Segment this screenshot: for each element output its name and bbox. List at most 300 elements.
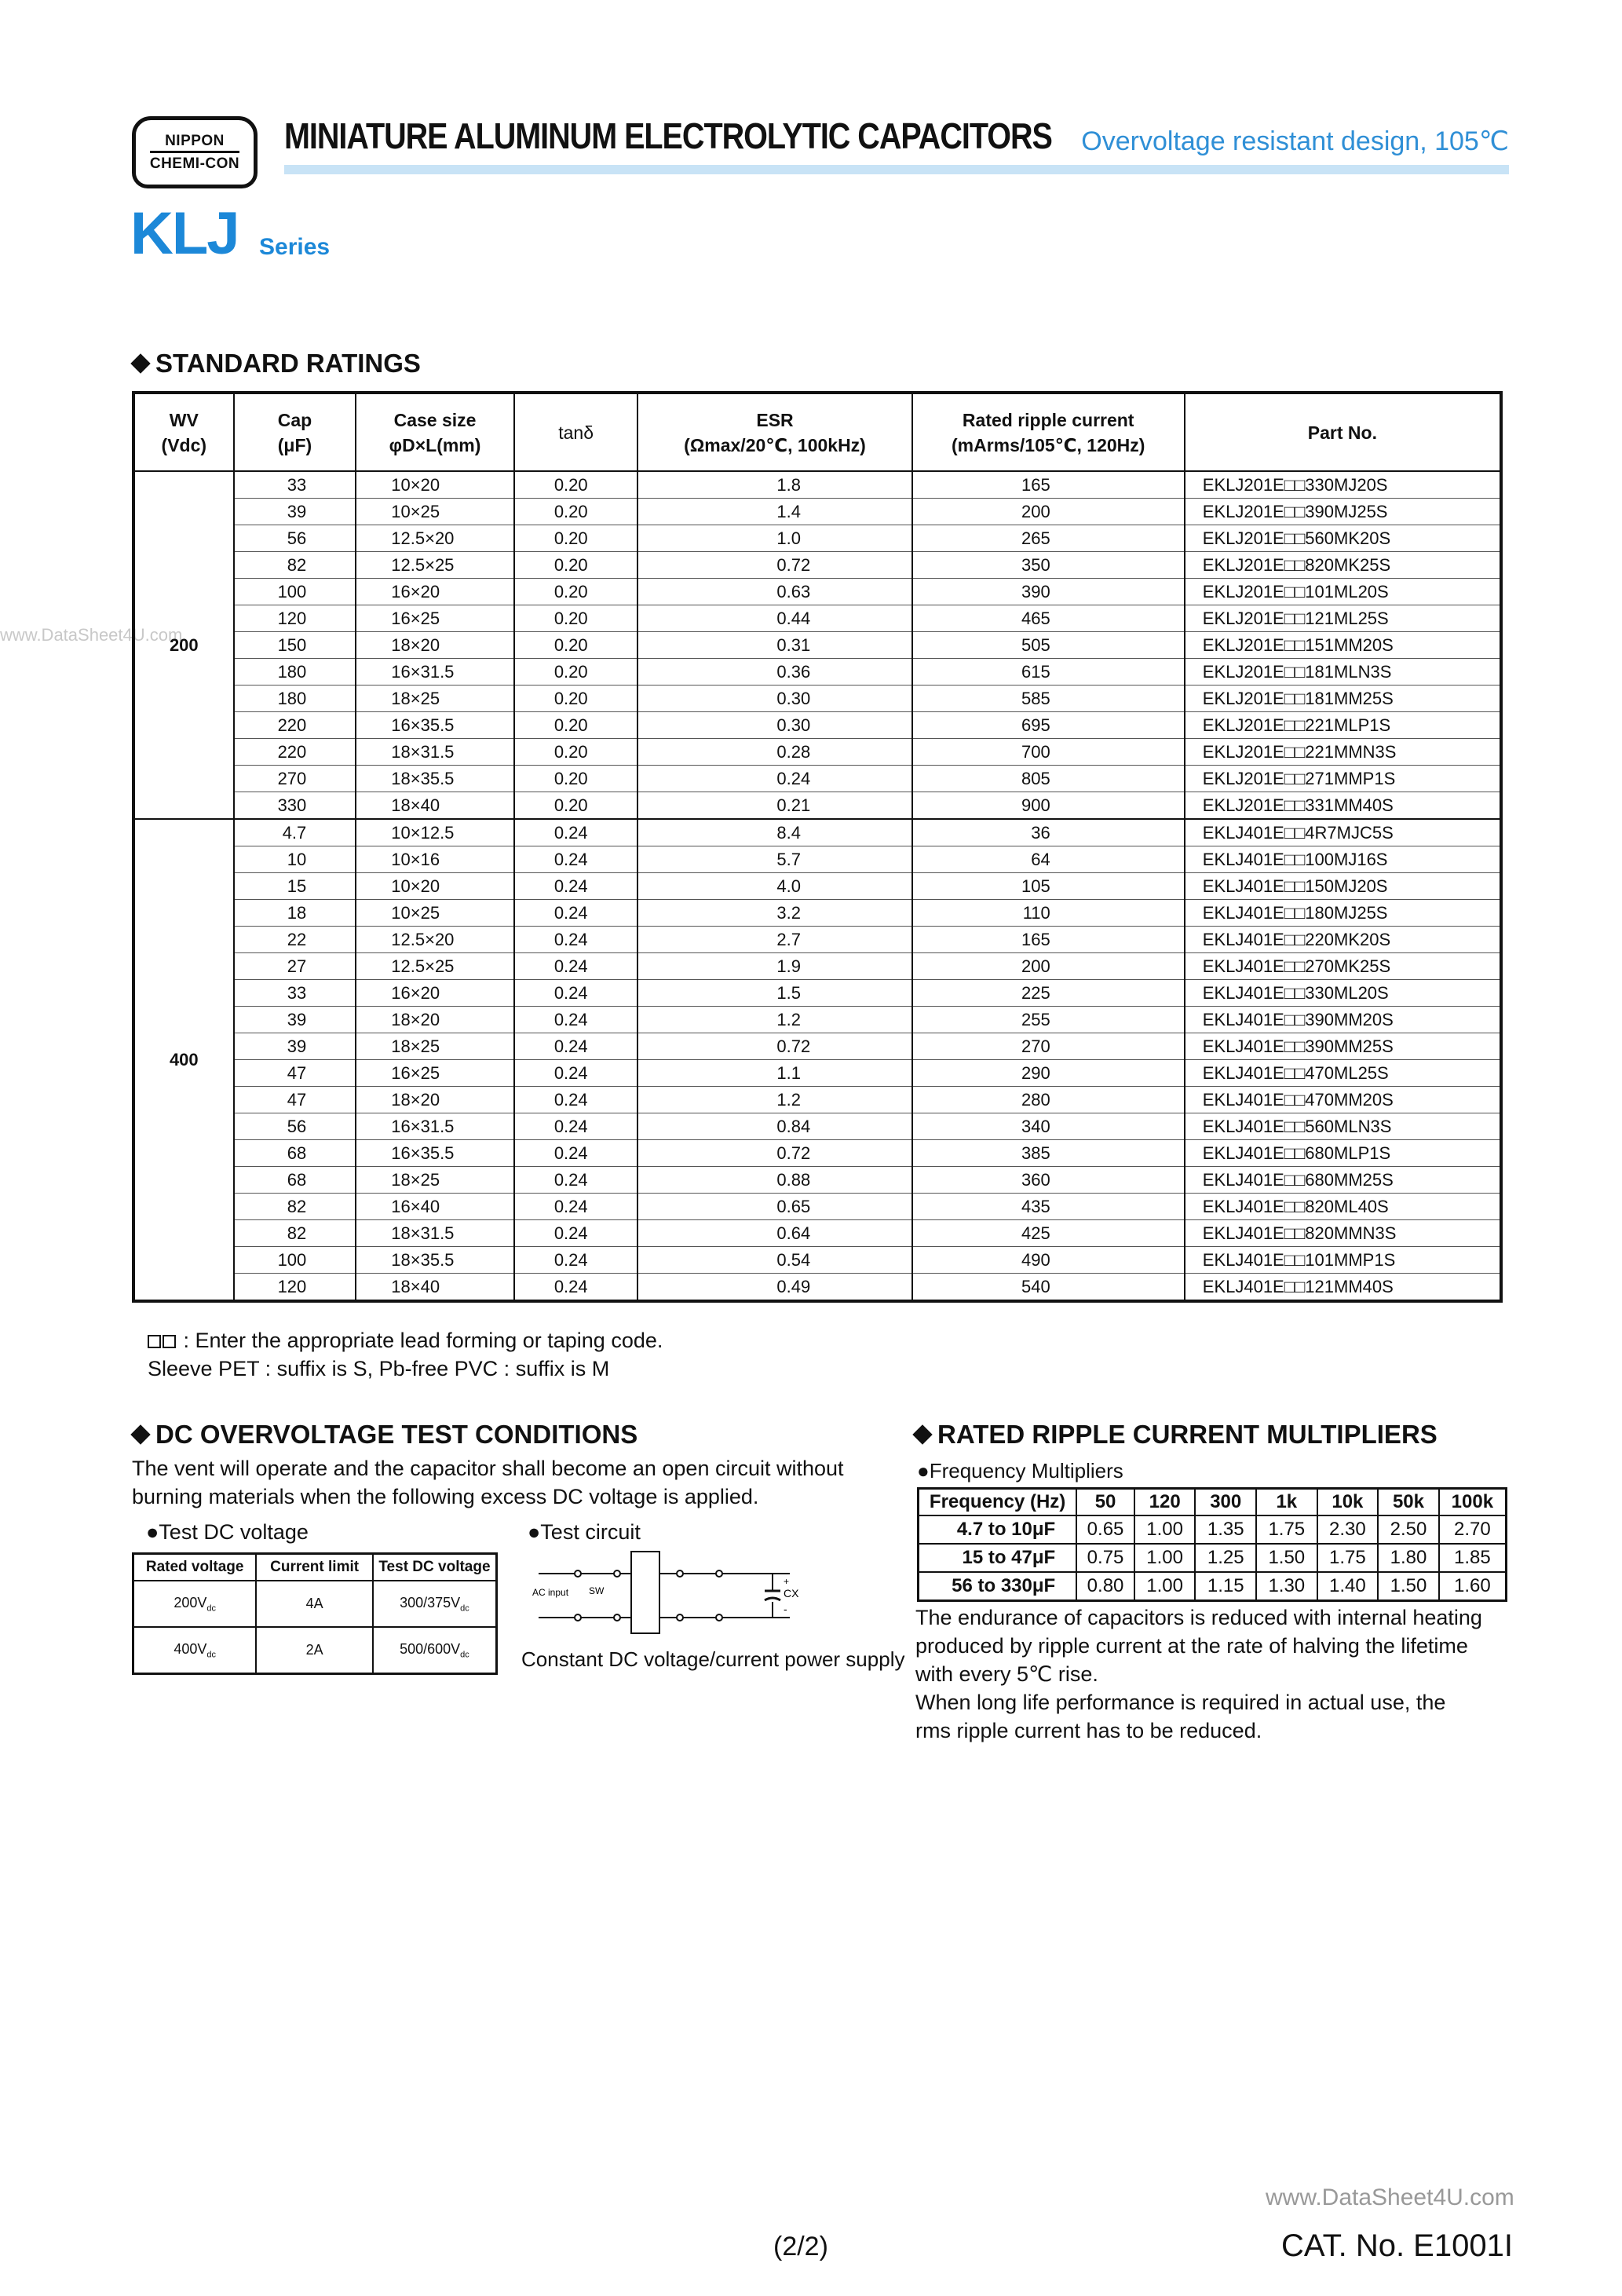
multiplier-value-cell: 0.65	[1076, 1515, 1134, 1544]
table-row	[133, 525, 1501, 552]
tan-delta-cell: 0.24	[514, 1247, 638, 1274]
multiplier-value-cell: 0.75	[1076, 1544, 1134, 1572]
test-voltage-cell: $300/375V_{dc}$	[373, 1581, 497, 1627]
case-size-cell: 18×40	[356, 1274, 514, 1302]
esr-cell: 1.2	[637, 1087, 911, 1113]
table-row	[133, 792, 1501, 820]
part-number-cell: EKLJ401E□□680MM25S	[1185, 1167, 1501, 1194]
cap-cell: 4.7	[234, 819, 356, 846]
part-number-cell: EKLJ401E□□820MMN3S	[1185, 1220, 1501, 1247]
esr-cell: 1.1	[637, 1060, 911, 1087]
case-size-cell: 18×35.5	[356, 1247, 514, 1274]
multiplier-value-cell: 1.00	[1134, 1572, 1196, 1601]
cap-cell: 180	[234, 686, 356, 712]
table-row	[133, 1007, 1501, 1033]
header-case-size: Case size φD×L(mm)	[356, 393, 514, 471]
table-row	[133, 1581, 497, 1627]
wv-cell: 400	[133, 819, 234, 1301]
capacitance-range-cell: 15 to 47μF	[919, 1544, 1077, 1572]
esr-cell: 0.49	[637, 1274, 911, 1302]
table-row	[133, 1274, 1501, 1302]
multiplier-header: 300	[1195, 1489, 1256, 1516]
tan-delta-cell: 0.24	[514, 846, 638, 873]
tan-delta-cell: 0.20	[514, 552, 638, 579]
ripple-cell: 385	[912, 1140, 1185, 1167]
multiplier-value-cell: 1.60	[1439, 1572, 1507, 1601]
frequency-multipliers-table	[917, 1487, 1507, 1602]
esr-cell: 0.88	[637, 1167, 911, 1194]
multiplier-value-cell: 1.35	[1195, 1515, 1256, 1544]
case-size-cell: 18×25	[356, 1167, 514, 1194]
tan-delta-cell: 0.20	[514, 766, 638, 792]
tan-delta-cell: 0.24	[514, 953, 638, 980]
tan-delta-cell: 0.24	[514, 819, 638, 846]
cap-cell: 82	[234, 1220, 356, 1247]
multiplier-value-cell: 1.40	[1317, 1572, 1379, 1601]
tan-delta-cell: 0.20	[514, 659, 638, 686]
ripple-cell: 165	[912, 471, 1185, 499]
header-part-no: Part No.	[1185, 393, 1501, 471]
ripple-cell: 36	[912, 819, 1185, 846]
title-rule	[284, 165, 1509, 174]
table-row	[133, 686, 1501, 712]
power-supply-box	[631, 1552, 659, 1633]
table-row	[919, 1572, 1507, 1601]
case-size-cell: 18×35.5	[356, 766, 514, 792]
case-size-cell: 18×25	[356, 686, 514, 712]
esr-cell: 0.31	[637, 632, 911, 659]
part-number-cell: EKLJ401E□□101MMP1S	[1185, 1247, 1501, 1274]
cap-cell: 22	[234, 927, 356, 953]
table-row	[133, 846, 1501, 873]
sleeve-note: Sleeve PET : suffix is S, Pb-free PVC : suffix is M	[148, 1357, 610, 1380]
part-number-cell: EKLJ401E□□330ML20S	[1185, 980, 1501, 1007]
case-size-cell: 16×20	[356, 980, 514, 1007]
circuit-ac-input-label: AC input	[532, 1587, 569, 1598]
table-row	[133, 953, 1501, 980]
part-number-cell: EKLJ201E□□121ML25S	[1185, 605, 1501, 632]
part-number-cell: EKLJ201E□□331MM40S	[1185, 792, 1501, 820]
tan-delta-cell: 0.24	[514, 873, 638, 900]
tan-delta-cell: 0.20	[514, 792, 638, 820]
multiplier-value-cell: 2.70	[1439, 1515, 1507, 1544]
tan-delta-cell: 0.20	[514, 579, 638, 605]
esr-cell: 0.65	[637, 1194, 911, 1220]
case-size-cell: 16×31.5	[356, 659, 514, 686]
tan-delta-cell: 0.20	[514, 471, 638, 499]
ripple-cell: 465	[912, 605, 1185, 632]
cap-cell: 39	[234, 1033, 356, 1060]
ripple-cell: 200	[912, 953, 1185, 980]
esr-cell: 0.63	[637, 579, 911, 605]
cap-cell: 68	[234, 1140, 356, 1167]
tan-delta-cell: 0.24	[514, 1167, 638, 1194]
case-size-cell: 18×20	[356, 1007, 514, 1033]
cap-cell: 180	[234, 659, 356, 686]
logo-line1: NIPPON	[165, 132, 225, 149]
ripple-cell: 360	[912, 1167, 1185, 1194]
table-row	[133, 632, 1501, 659]
watermark-left: www.DataSheet4U.com	[0, 625, 183, 645]
ripple-cell: 390	[912, 579, 1185, 605]
part-number-cell: EKLJ401E□□100MJ16S	[1185, 846, 1501, 873]
esr-cell: 5.7	[637, 846, 911, 873]
header-wv: WV (Vdc)	[133, 393, 234, 471]
standard-ratings-title: STANDARD RATINGS	[155, 349, 421, 378]
cap-cell: 47	[234, 1060, 356, 1087]
ripple-cell: 695	[912, 712, 1185, 739]
table-header-row	[133, 1554, 497, 1581]
cap-cell: 33	[234, 471, 356, 499]
test-voltage-cell: $500/600V_{dc}$	[373, 1627, 497, 1674]
tan-delta-cell: 0.24	[514, 1007, 638, 1033]
ripple-endurance-text: The endurance of capacitors is reduced with internal heating produced by ripple current at the rate of halving the lifetime with every 5℃ rise. When long life performance is required in actual use, the rms ripple current has to be reduced.	[915, 1606, 1482, 1742]
cap-cell: 82	[234, 552, 356, 579]
esr-cell: 2.7	[637, 927, 911, 953]
part-number-cell: EKLJ201E□□271MMP1S	[1185, 766, 1501, 792]
table-row	[133, 1247, 1501, 1274]
part-number-cell: EKLJ401E□□390MM25S	[1185, 1033, 1501, 1060]
esr-cell: 0.54	[637, 1247, 911, 1274]
esr-cell: 0.84	[637, 1113, 911, 1140]
series-suffix: Series	[259, 234, 331, 260]
table-row	[133, 1220, 1501, 1247]
cap-cell: 82	[234, 1194, 356, 1220]
esr-cell: 1.2	[637, 1007, 911, 1033]
cap-cell: 15	[234, 873, 356, 900]
ripple-cell: 700	[912, 739, 1185, 766]
placeholder-box-icon	[148, 1335, 161, 1348]
table-row	[133, 712, 1501, 739]
case-size-cell: 12.5×20	[356, 927, 514, 953]
esr-cell: 0.44	[637, 605, 911, 632]
case-size-cell: 16×25	[356, 1060, 514, 1087]
cap-cell: 100	[234, 1247, 356, 1274]
ripple-cell: 265	[912, 525, 1185, 552]
esr-cell: 1.5	[637, 980, 911, 1007]
case-size-cell: 12.5×20	[356, 525, 514, 552]
table-header-row	[919, 1489, 1507, 1516]
table-row	[133, 900, 1501, 927]
header-esr: ESR (Ωmax/20℃, 100kHz)	[637, 393, 911, 471]
ripple-cell: 340	[912, 1113, 1185, 1140]
esr-cell: 4.0	[637, 873, 911, 900]
table-row	[133, 980, 1501, 1007]
diamond-bullet-icon	[912, 1424, 932, 1444]
part-number-cell: EKLJ401E□□560MLN3S	[1185, 1113, 1501, 1140]
multiplier-header: Frequency (Hz)	[919, 1489, 1077, 1516]
multiplier-header: 100k	[1439, 1489, 1507, 1516]
case-size-cell: 10×16	[356, 846, 514, 873]
part-number-cell: EKLJ201E□□330MJ20S	[1185, 471, 1501, 499]
multiplier-value-cell: 1.50	[1256, 1544, 1317, 1572]
tan-delta-cell: 0.24	[514, 1194, 638, 1220]
table-row	[133, 927, 1501, 953]
header-ripple: Rated ripple current (mArms/105℃, 120Hz)	[912, 393, 1185, 471]
ripple-multipliers-heading	[911, 1420, 1438, 1450]
table-row	[133, 605, 1501, 632]
ripple-cell: 585	[912, 686, 1185, 712]
tan-delta-cell: 0.24	[514, 927, 638, 953]
current-limit-cell: 4A	[256, 1581, 373, 1627]
tan-delta-cell: 0.20	[514, 525, 638, 552]
multiplier-header: 50k	[1378, 1489, 1439, 1516]
esr-cell: 0.64	[637, 1220, 911, 1247]
cap-cell: 220	[234, 712, 356, 739]
tan-delta-cell: 0.20	[514, 739, 638, 766]
table-row	[919, 1515, 1507, 1544]
part-number-cell: EKLJ401E□□150MJ20S	[1185, 873, 1501, 900]
table-row	[133, 552, 1501, 579]
part-number-cell: EKLJ401E□□470MM20S	[1185, 1087, 1501, 1113]
dc-overvoltage-description: The vent will operate and the capacitor shall become an open circuit without burning materials when the following excess DC voltage is applied.	[132, 1457, 844, 1508]
ripple-cell: 225	[912, 980, 1185, 1007]
case-size-cell: 16×20	[356, 579, 514, 605]
tan-delta-cell: 0.20	[514, 605, 638, 632]
ripple-cell: 425	[912, 1220, 1185, 1247]
esr-cell: 0.36	[637, 659, 911, 686]
multiplier-header: 10k	[1317, 1489, 1379, 1516]
part-number-cell: EKLJ401E□□121MM40S	[1185, 1274, 1501, 1302]
capacitance-range-cell: 56 to 330μF	[919, 1572, 1077, 1601]
rated-voltage-cell: $200V_{dc}$	[133, 1581, 257, 1627]
table-row	[133, 499, 1501, 525]
multiplier-value-cell: 1.85	[1439, 1544, 1507, 1572]
case-size-cell: 10×20	[356, 471, 514, 499]
ripple-cell: 540	[912, 1274, 1185, 1302]
ripple-cell: 165	[912, 927, 1185, 953]
part-number-cell: EKLJ201E□□181MLN3S	[1185, 659, 1501, 686]
part-number-cell: EKLJ401E□□680MLP1S	[1185, 1140, 1501, 1167]
multiplier-value-cell: 1.25	[1195, 1544, 1256, 1572]
page-subtitle: Overvoltage resistant design, 105℃	[1081, 126, 1509, 156]
cap-cell: 27	[234, 953, 356, 980]
catalog-number: CAT. No. E1001I	[1281, 2228, 1513, 2263]
esr-cell: 0.30	[637, 712, 911, 739]
ripple-cell: 105	[912, 873, 1185, 900]
placeholder-box-icon	[163, 1335, 176, 1348]
frequency-multipliers-label: ●Frequency Multipliers	[917, 1459, 1123, 1483]
case-size-cell: 16×25	[356, 605, 514, 632]
circuit-caption: Constant DC voltage/current power supply	[521, 1647, 905, 1671]
case-size-cell: 18×25	[356, 1033, 514, 1060]
page-title: MINIATURE ALUMINUM ELECTROLYTIC CAPACITORS	[284, 115, 1052, 156]
ripple-cell: 350	[912, 552, 1185, 579]
table-row	[133, 471, 1501, 499]
tan-delta-cell: 0.24	[514, 980, 638, 1007]
header-tan-delta: tanδ	[514, 393, 638, 471]
esr-cell: 1.8	[637, 471, 911, 499]
test-dc-voltage-label: ●Test DC voltage	[146, 1520, 309, 1544]
part-number-cell: EKLJ201E□□181MM25S	[1185, 686, 1501, 712]
cap-cell: 100	[234, 579, 356, 605]
diamond-bullet-icon	[130, 1424, 150, 1444]
multiplier-value-cell: 2.30	[1317, 1515, 1379, 1544]
cap-cell: 68	[234, 1167, 356, 1194]
case-size-cell: 12.5×25	[356, 953, 514, 980]
part-number-cell: EKLJ401E□□220MK20S	[1185, 927, 1501, 953]
table-row	[133, 819, 1501, 846]
multiplier-header: 120	[1134, 1489, 1196, 1516]
table-row	[133, 1194, 1501, 1220]
esr-cell: 0.72	[637, 552, 911, 579]
part-number-cell: EKLJ401E□□470ML25S	[1185, 1060, 1501, 1087]
page-number: (2/2)	[773, 2232, 828, 2261]
current-limit-cell: 2A	[256, 1627, 373, 1674]
tan-delta-cell: 0.24	[514, 1140, 638, 1167]
esr-cell: 1.0	[637, 525, 911, 552]
ripple-cell: 110	[912, 900, 1185, 927]
esr-cell: 0.72	[637, 1140, 911, 1167]
capacitance-range-cell: 4.7 to 10μF	[919, 1515, 1077, 1544]
multiplier-value-cell: 1.50	[1378, 1572, 1439, 1601]
multiplier-value-cell: 1.75	[1256, 1515, 1317, 1544]
multiplier-value-cell: 1.30	[1256, 1572, 1317, 1601]
cap-cell: 56	[234, 1113, 356, 1140]
part-number-cell: EKLJ201E□□560MK20S	[1185, 525, 1501, 552]
multiplier-value-cell: 1.00	[1134, 1515, 1196, 1544]
wv-cell: 200	[133, 471, 234, 819]
multiplier-value-cell: 1.80	[1378, 1544, 1439, 1572]
ripple-cell: 255	[912, 1007, 1185, 1033]
tan-delta-cell: 0.24	[514, 1033, 638, 1060]
table-row	[133, 1113, 1501, 1140]
table-row	[133, 1060, 1501, 1087]
standard-ratings-heading	[129, 349, 421, 378]
ripple-cell: 64	[912, 846, 1185, 873]
esr-cell: 0.30	[637, 686, 911, 712]
tan-delta-cell: 0.24	[514, 1274, 638, 1302]
part-number-cell: EKLJ401E□□820ML40S	[1185, 1194, 1501, 1220]
part-number-cell: EKLJ201E□□820MK25S	[1185, 552, 1501, 579]
case-size-cell: 16×35.5	[356, 1140, 514, 1167]
ripple-cell: 290	[912, 1060, 1185, 1087]
tan-delta-cell: 0.24	[514, 1220, 638, 1247]
multiplier-value-cell: 2.50	[1378, 1515, 1439, 1544]
table-row	[133, 1087, 1501, 1113]
case-size-cell: 10×20	[356, 873, 514, 900]
ripple-cell: 615	[912, 659, 1185, 686]
case-size-cell: 18×40	[356, 792, 514, 820]
table-row	[133, 1167, 1501, 1194]
esr-cell: 8.4	[637, 819, 911, 846]
part-number-cell: EKLJ401E□□180MJ25S	[1185, 900, 1501, 927]
tan-delta-cell: 0.24	[514, 1060, 638, 1087]
ripple-cell: 200	[912, 499, 1185, 525]
circuit-minus-label: -	[784, 1603, 787, 1615]
ripple-cell: 900	[912, 792, 1185, 820]
circuit-plus-label: +	[784, 1576, 790, 1587]
part-number-cell: EKLJ201E□□221MMN3S	[1185, 739, 1501, 766]
case-size-cell: 18×20	[356, 1087, 514, 1113]
ripple-cell: 270	[912, 1033, 1185, 1060]
nippon-chemi-con-logo	[132, 116, 258, 188]
cap-cell: 10	[234, 846, 356, 873]
esr-cell: 0.28	[637, 739, 911, 766]
ripple-cell: 435	[912, 1194, 1185, 1220]
case-size-cell: 12.5×25	[356, 552, 514, 579]
multiplier-value-cell: 1.00	[1134, 1544, 1196, 1572]
table-row	[133, 659, 1501, 686]
ripple-cell: 280	[912, 1087, 1185, 1113]
multiplier-header: 50	[1076, 1489, 1134, 1516]
ripple-multipliers-title: RATED RIPPLE CURRENT MULTIPLIERS	[937, 1420, 1438, 1449]
tan-delta-cell: 0.24	[514, 1087, 638, 1113]
esr-cell: 1.9	[637, 953, 911, 980]
tan-delta-cell: 0.20	[514, 499, 638, 525]
table-row	[133, 1627, 497, 1674]
circuit-cx-label: CX	[784, 1587, 799, 1600]
tan-delta-cell: 0.20	[514, 712, 638, 739]
table-row	[133, 579, 1501, 605]
part-number-cell: EKLJ201E□□221MLP1S	[1185, 712, 1501, 739]
case-size-cell: 18×20	[356, 632, 514, 659]
cap-cell: 39	[234, 1007, 356, 1033]
tan-delta-cell: 0.20	[514, 632, 638, 659]
table-row	[133, 873, 1501, 900]
cap-cell: 39	[234, 499, 356, 525]
ripple-cell: 805	[912, 766, 1185, 792]
multiplier-value-cell: 0.80	[1076, 1572, 1134, 1601]
case-size-cell: 18×31.5	[356, 739, 514, 766]
case-size-cell: 10×25	[356, 900, 514, 927]
tan-delta-cell: 0.24	[514, 900, 638, 927]
lead-code-note: : Enter the appropriate lead forming or taping code.	[148, 1329, 663, 1353]
table-row	[919, 1544, 1507, 1572]
standard-ratings-table	[132, 391, 1503, 1303]
diamond-bullet-icon	[130, 353, 150, 373]
tan-delta-cell: 0.24	[514, 1113, 638, 1140]
cap-cell: 120	[234, 1274, 356, 1302]
cap-cell: 47	[234, 1087, 356, 1113]
cap-cell: 33	[234, 980, 356, 1007]
cap-cell: 330	[234, 792, 356, 820]
case-size-cell: 16×40	[356, 1194, 514, 1220]
part-number-cell: EKLJ201E□□390MJ25S	[1185, 499, 1501, 525]
esr-cell: 1.4	[637, 499, 911, 525]
part-number-cell: EKLJ201E□□151MM20S	[1185, 632, 1501, 659]
table-row	[133, 1140, 1501, 1167]
series-name: KLJ	[130, 200, 239, 267]
logo-line2: CHEMI-CON	[150, 151, 239, 174]
table-row	[133, 766, 1501, 792]
cap-cell: 18	[234, 900, 356, 927]
table-row	[133, 1033, 1501, 1060]
dc-table-header: Current limit	[256, 1554, 373, 1581]
cap-cell: 56	[234, 525, 356, 552]
dc-table-header: Test DC voltage	[373, 1554, 497, 1581]
dc-test-voltage-table	[132, 1552, 498, 1675]
header-cap: Cap (μF)	[234, 393, 356, 471]
tan-delta-cell: 0.20	[514, 686, 638, 712]
cap-cell: 270	[234, 766, 356, 792]
cap-cell: 220	[234, 739, 356, 766]
case-size-cell: 18×31.5	[356, 1220, 514, 1247]
dc-overvoltage-heading	[129, 1420, 637, 1450]
dc-overvoltage-title: DC OVERVOLTAGE TEST CONDITIONS	[155, 1420, 638, 1449]
multiplier-value-cell: 1.15	[1195, 1572, 1256, 1601]
part-number-cell: EKLJ201E□□101ML20S	[1185, 579, 1501, 605]
case-size-cell: 10×12.5	[356, 819, 514, 846]
dc-table-header: Rated voltage	[133, 1554, 257, 1581]
multiplier-header: 1k	[1256, 1489, 1317, 1516]
table-header-row	[133, 393, 1501, 471]
test-circuit-diagram	[531, 1545, 813, 1640]
part-number-cell: EKLJ401E□□390MM20S	[1185, 1007, 1501, 1033]
case-size-cell: 16×35.5	[356, 712, 514, 739]
part-number-cell: EKLJ401E□□4R7MJC5S	[1185, 819, 1501, 846]
rated-voltage-cell: $400V_{dc}$	[133, 1627, 257, 1674]
